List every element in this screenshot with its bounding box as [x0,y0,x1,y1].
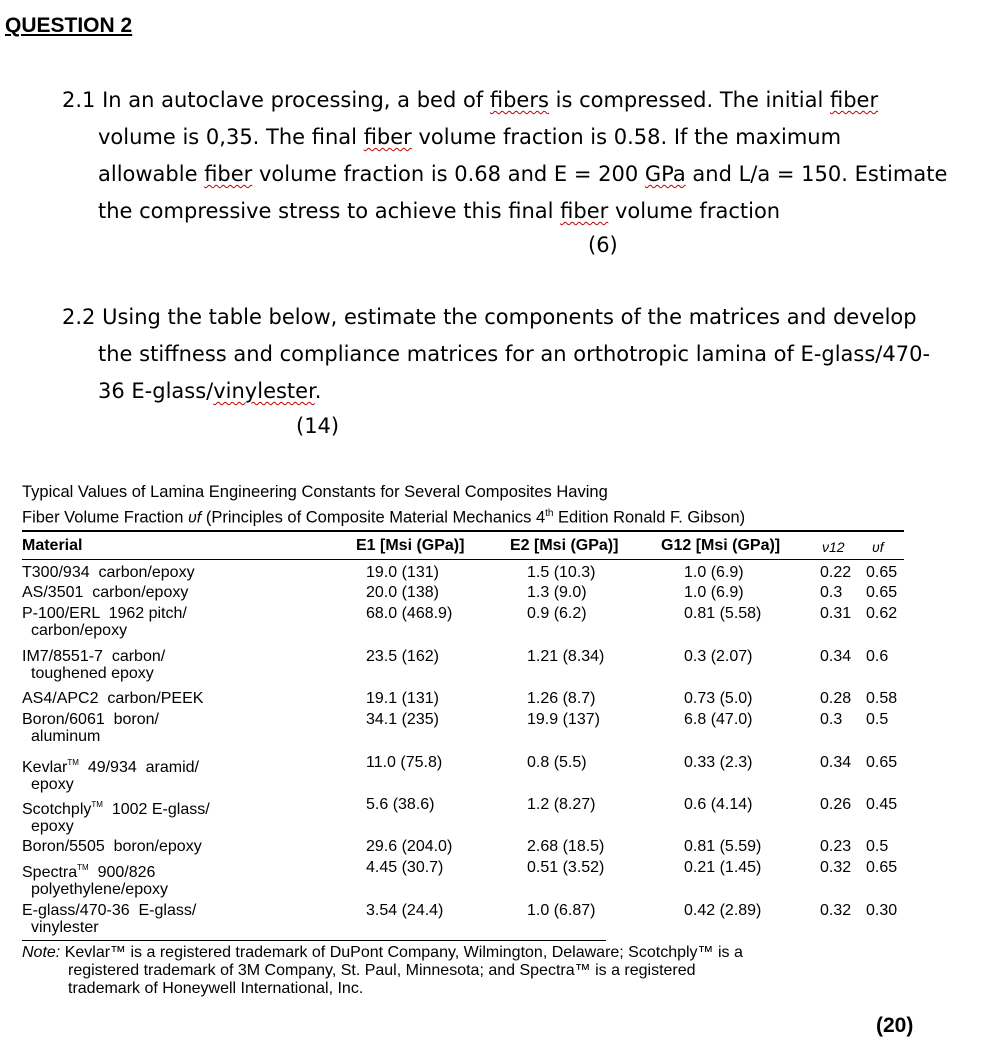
vf-cell: 0.65 [866,754,898,771]
v12-cell: 0.28 [820,690,852,707]
e1-cell: 19.0 (131) [366,564,439,581]
v12-cell: 0.34 [820,754,852,771]
vf-cell: 0.65 [866,564,898,581]
material-line-1: Spectra™ 900/826 [22,863,156,881]
g12-cell: 1.0 (6.9) [684,564,744,581]
header-v12: ν12 [822,539,845,555]
v12-cell: 0.32 [820,859,852,876]
g12-cell: 0.42 (2.89) [684,902,762,919]
header-g12: G12 [Msi (GPa)] [661,537,781,554]
g12-cell: 1.0 (6.9) [684,584,744,601]
material-cell [22,605,187,639]
vf-cell: 0.65 [866,584,898,601]
e2-cell: 1.2 (8.27) [527,796,596,813]
g12-cell: 0.73 (5.0) [684,690,753,707]
header-rule [22,559,904,560]
table-top-rule [22,530,904,532]
v12-cell: 0.22 [820,564,852,581]
g12-cell: 0.3 (2.07) [684,648,753,665]
e2-cell: 0.51 (3.52) [527,859,605,876]
note-line-1: Kevlar™ is a registered trademark of DuPont Company, Wilmington, Delaware; Scotchply™ is a [60,944,743,961]
material-line-1: IM7/8551-7 carbon/ [22,648,166,665]
vf-cell: 0.5 [866,711,889,728]
material-line-2: epoxy [31,818,74,835]
v12-cell: 0.26 [820,796,852,813]
e1-cell: 5.6 (38.6) [366,796,435,813]
q1-marks: (6) [588,233,618,257]
material-line-1: AS/3501 carbon/epoxy [22,584,189,601]
material-line-2: vinylester [31,919,99,936]
v12-cell: 0.3 [820,584,843,601]
note-line-3: trademark of Honeywell International, Inc. [68,980,364,997]
e1-cell: 23.5 (162) [366,648,439,665]
question-title: QUESTION 2 [5,14,133,37]
header-e2: E2 [Msi (GPa)] [510,537,619,554]
material-line-1: E-glass/470-36 E-glass/ [22,902,197,919]
v12-cell: 0.34 [820,648,852,665]
e1-cell: 68.0 (468.9) [366,605,453,622]
q1-line-2: volume is 0,35. The final fiber volume fraction is 0.58. If the maximum [98,125,842,149]
v12-cell: 0.23 [820,838,852,855]
e1-cell: 19.1 (131) [366,690,439,707]
v12-cell: 0.3 [820,711,843,728]
material-line-2: polyethylene/epoxy [31,881,168,898]
header-vf: υf [872,539,884,555]
table-bottom-rule [22,940,606,941]
material-line-1: Boron/5505 boron/epoxy [22,838,202,855]
e1-cell: 11.0 (75.8) [366,754,443,771]
g12-cell: 0.81 (5.58) [684,605,762,622]
material-cell [22,711,159,745]
e1-cell: 34.1 (235) [366,711,439,728]
material-cell [22,564,195,581]
material-line-1: Scotchply™ 1002 E-glass/ [22,800,210,818]
e2-cell: 1.3 (9.0) [527,584,587,601]
q2-line-1: 2.2 Using the table below, estimate the components of the matrices and develop [62,305,917,329]
material-line-2: epoxy [31,776,74,793]
caption-line-1: Typical Values of Lamina Engineering Constants for Several Composites Having [22,483,608,501]
question-2-1 [62,82,947,230]
total-marks: (20) [876,1014,914,1037]
g12-cell: 0.6 (4.14) [684,796,753,813]
e2-cell: 1.21 (8.34) [527,648,605,665]
table-note [22,944,902,998]
q2-line-3: 36 E-glass/vinylester. [98,379,322,403]
q1-line-3: allowable fiber volume fraction is 0.68 and E = 200 GPa and L/a = 150. Estimate [98,162,948,186]
note-line-2: registered trademark of 3M Company, St. Paul, Minnesota; and Spectra™ is a registered [68,962,696,979]
material-line-2: carbon/epoxy [31,622,128,639]
g12-cell: 6.8 (47.0) [684,711,753,728]
e2-cell: 2.68 (18.5) [527,838,605,855]
vf-cell: 0.62 [866,605,898,622]
v12-cell: 0.31 [820,605,852,622]
material-cell [22,754,199,793]
q1-line-4: the compressive stress to achieve this final fiber volume fraction [98,199,781,223]
e2-cell: 0.9 (6.2) [527,605,587,622]
e2-cell: 19.9 (137) [527,711,600,728]
caption-line-2: Fiber Volume Fraction υf (Principles of Composite Material Mechanics 4th Edition Ronald F. Gibson) [22,508,746,527]
material-line-1: Boron/6061 boron/ [22,711,159,728]
vf-cell: 0.45 [866,796,898,813]
vf-cell: 0.6 [866,648,889,665]
e1-cell: 29.6 (204.0) [366,838,453,855]
material-cell [22,838,202,855]
table-caption [22,482,745,529]
e2-cell: 1.26 (8.7) [527,690,596,707]
vf-cell: 0.65 [866,859,898,876]
vf-cell: 0.30 [866,902,898,919]
note-label: Note: [22,944,61,961]
q1-line-1: 2.1 In an autoclave processing, a bed of fibers is compressed. The initial fiber [62,88,879,112]
g12-cell: 0.21 (1.45) [684,859,762,876]
question-2-2 [62,299,930,410]
vf-cell: 0.58 [866,690,898,707]
material-line-1: T300/934 carbon/epoxy [22,564,195,581]
material-line-1: P-100/ERL 1962 pitch/ [22,605,187,622]
vf-cell: 0.5 [866,838,889,855]
material-cell [22,648,165,682]
material-cell [22,796,210,835]
g12-cell: 0.33 (2.3) [684,754,753,771]
e1-cell: 3.54 (24.4) [366,902,444,919]
material-line-2: toughened epoxy [31,665,154,682]
g12-cell: 0.81 (5.59) [684,838,762,855]
e1-cell: 4.45 (30.7) [366,859,444,876]
material-cell [22,584,188,601]
e2-cell: 0.8 (5.5) [527,754,587,771]
e2-cell: 1.0 (6.87) [527,902,596,919]
v12-cell: 0.32 [820,902,852,919]
material-cell [22,902,196,936]
header-e1: E1 [Msi (GPa)] [356,537,465,554]
header-material: Material [22,537,83,554]
material-cell [22,859,168,898]
material-line-2: aluminum [31,728,101,745]
material-cell [22,690,203,707]
e2-cell: 1.5 (10.3) [527,564,596,581]
material-line-1: Kevlar™ 49/934 aramid/ [22,758,199,776]
e1-cell: 20.0 (138) [366,584,439,601]
q2-line-2: the stiffness and compliance matrices for an orthotropic lamina of E-glass/470- [98,342,931,366]
q2-marks: (14) [296,414,340,438]
material-line-1: AS4/APC2 carbon/PEEK [22,690,204,707]
